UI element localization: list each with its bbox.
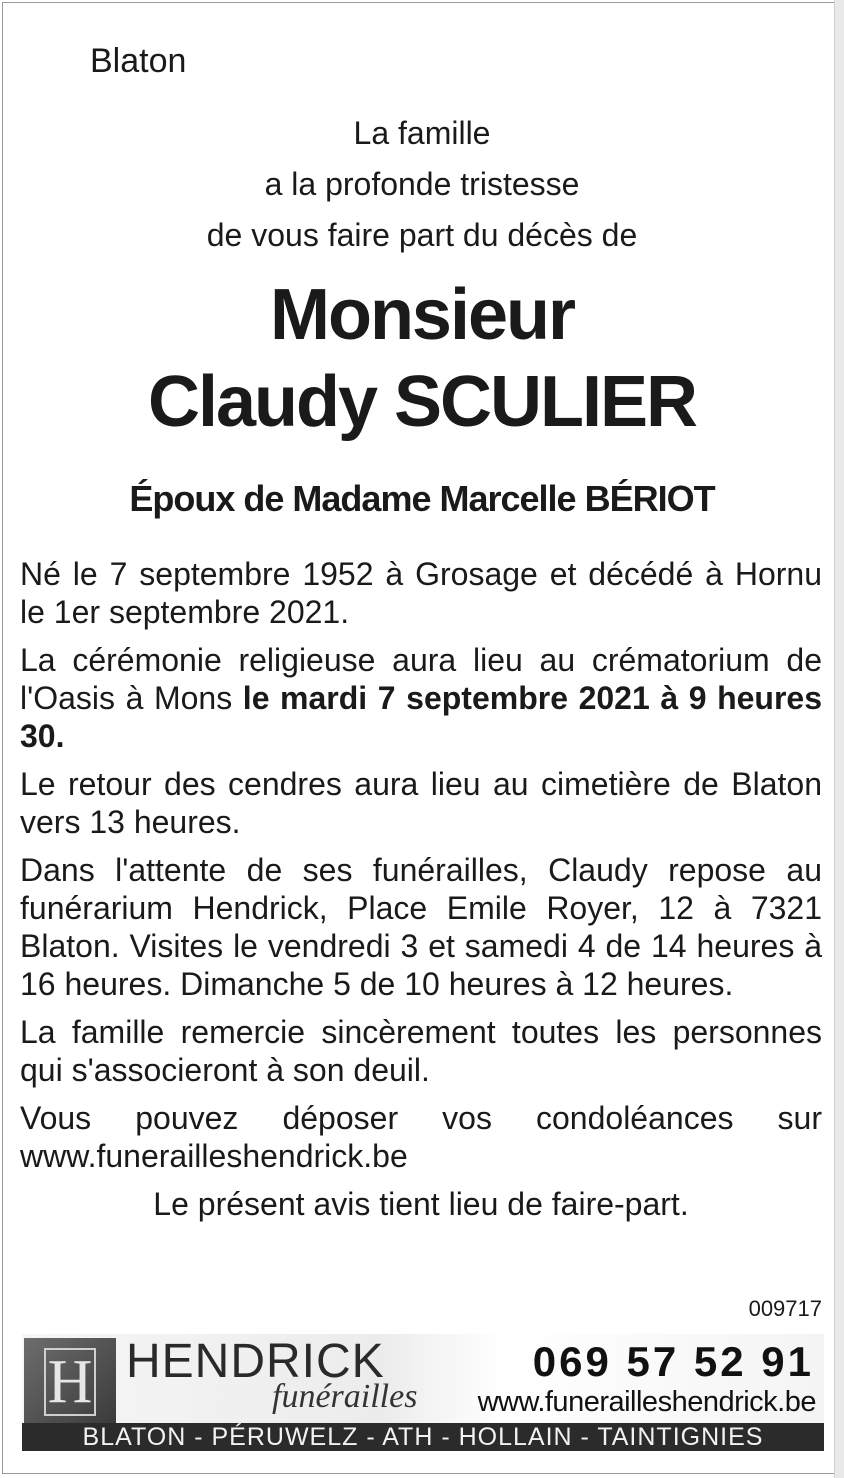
- thanks-paragraph: La famille remercie sincèrement toutes les personnes qui s'associeront à son deuil.: [20, 1014, 822, 1088]
- notice-location: Blaton: [90, 42, 187, 80]
- ashes-paragraph: Le retour des cendres aura lieu au cimetière de Blaton vers 13 heures.: [20, 766, 822, 840]
- deceased-title: Monsieur: [269, 275, 575, 355]
- deceased-name: Claudy SCULIER: [147, 362, 697, 442]
- phone-number: 069 57 52 91: [532, 1338, 814, 1385]
- intro-text: [0, 108, 844, 261]
- intro-line: La famille: [353, 115, 491, 151]
- reference-number: 009717: [748, 1296, 822, 1321]
- hendrick-logo: [24, 1338, 116, 1426]
- brand-name: HENDRICK: [126, 1335, 385, 1388]
- condolences-paragraph: Vous pouvez déposer vos condoléances sur www.funerailleshendrick.be: [20, 1100, 822, 1174]
- spouse-line: Époux de Madame Marcelle BÉRIOT: [129, 478, 715, 519]
- funeral-home-banner: [22, 1334, 824, 1451]
- ceremony-paragraph: [20, 641, 822, 755]
- locations-bar: BLATON - PÉRUWELZ - ATH - HOLLAIN - TAINTIGNIES: [22, 1423, 824, 1451]
- birth-death-paragraph: Né le 7 septembre 1952 à Grosage et décédé à Hornu le 1er septembre 2021.: [20, 556, 822, 630]
- ceremony-date: le mardi 7 septembre 2021 à 9 heures 30.: [20, 680, 823, 754]
- website-link[interactable]: www.funerailleshendrick.be: [477, 1386, 816, 1418]
- brand-subtitle: funérailles: [272, 1378, 418, 1415]
- logo-letter: H: [44, 1348, 96, 1416]
- intro-line: a la profonde tristesse: [264, 166, 580, 202]
- notice-body: [20, 555, 822, 1233]
- closing-line: Le présent avis tient lieu de faire-part.: [153, 1186, 689, 1222]
- visits-paragraph: Dans l'attente de ses funérailles, Claudy repose au funérarium Hendrick, Place Emile Royer, 12 à 7321 Blaton. Visites le vendredi 3 et samedi 4 de 14 heures à 16 heures. Dimanche 5 de 10 heures à 12 heures.: [20, 852, 822, 1002]
- deceased-name-block: [0, 272, 844, 446]
- intro-line: de vous faire part du décès de: [206, 217, 638, 253]
- ceremony-intro: La cérémonie religieuse aura lieu au crématorium de l'Oasis à Mons: [20, 642, 822, 716]
